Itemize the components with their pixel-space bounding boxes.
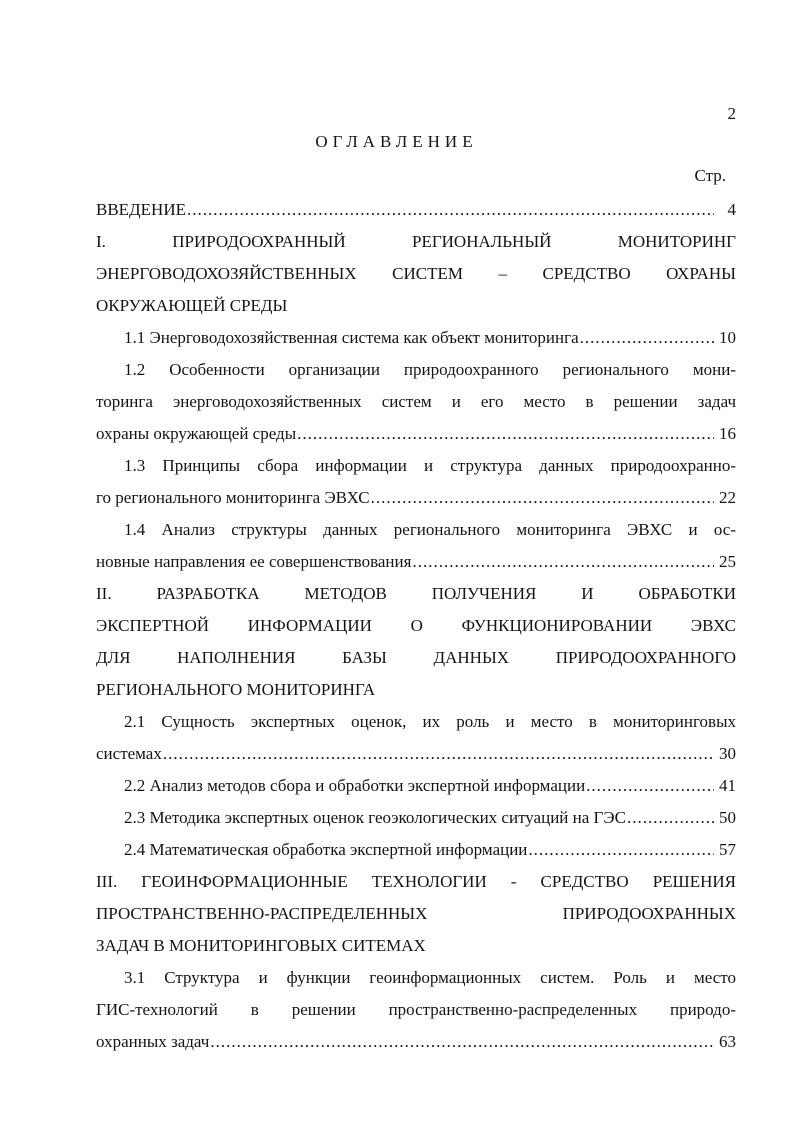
toc-leader-dots — [528, 834, 714, 866]
toc-leader-dots — [297, 418, 714, 450]
toc-chapter-line: I. ПРИРОДООХРАННЫЙ РЕГИОНАЛЬНЫЙ МОНИТОРИНГ — [96, 232, 736, 251]
toc-entry-1-3[interactable] — [96, 450, 736, 514]
toc-page-number: 57 — [719, 840, 736, 859]
toc-chapter-3[interactable] — [96, 866, 736, 962]
toc-leader-dots — [371, 482, 714, 514]
toc-entry-text: го регионального мониторинга ЭВХС — [96, 488, 370, 507]
toc-entry-text: новные направления ее совершенствования — [96, 552, 412, 571]
page-number: 2 — [727, 104, 736, 123]
page-column-label: Стр. — [694, 166, 726, 185]
toc-entry-text: охранных задач — [96, 1032, 210, 1051]
toc-leader-dots — [163, 738, 714, 770]
toc-entry-2-1[interactable] — [96, 706, 736, 770]
toc-entry-line: 1.3 Принципы сбора информации и структура данных природоохранно- — [124, 456, 736, 475]
toc-leader-dots — [627, 802, 714, 834]
toc-entry-1-4[interactable] — [96, 514, 736, 578]
toc-chapter-line: ПРОСТРАНСТВЕННО-РАСПРЕДЕЛЕННЫХ ПРИРОДООХРАННЫХ — [96, 904, 736, 923]
toc-entry-2-2[interactable] — [96, 770, 736, 802]
toc-entry-line: 1.2 Особенности организации природоохранного регионального мони- — [124, 360, 736, 379]
toc-page-number: 22 — [719, 488, 736, 507]
toc-chapter-1[interactable] — [96, 226, 736, 322]
toc-page-number: 10 — [719, 328, 736, 347]
toc-leader-dots — [210, 1026, 714, 1058]
toc-entry-2-4[interactable] — [96, 834, 736, 866]
toc-leader-dots — [187, 194, 714, 226]
toc-leader-dots — [586, 770, 714, 802]
toc-chapter-line: III. ГЕОИНФОРМАЦИОННЫЕ ТЕХНОЛОГИИ - СРЕДСТВО РЕШЕНИЯ — [96, 872, 736, 891]
toc-entry-line: 2.1 Сущность экспертных оценок, их роль и место в мониторинговых — [124, 712, 736, 731]
toc-entry-text: 2.3 Методика экспертных оценок геоэкологических ситуаций на ГЭС — [124, 808, 626, 827]
toc-leader-dots — [412, 546, 714, 578]
toc-entry-text: ВВЕДЕНИЕ — [96, 200, 186, 219]
toc-chapter-line: II. РАЗРАБОТКА МЕТОДОВ ПОЛУЧЕНИЯ И ОБРАБОТКИ — [96, 584, 736, 603]
toc-leader-dots — [580, 322, 714, 354]
table-of-contents — [96, 194, 736, 1058]
toc-chapter-line: ЭКСПЕРТНОЙ ИНФОРМАЦИИ О ФУНКЦИОНИРОВАНИИ ЭВХС — [96, 616, 736, 635]
toc-page-number: 50 — [719, 808, 736, 827]
toc-page-number: 63 — [719, 1032, 736, 1051]
toc-entry-line: торинга энерговодохозяйственных систем и его место в решении задач — [96, 392, 736, 411]
toc-entry-text: 1.1 Энерговодохозяйственная система как объект мониторинга — [124, 328, 579, 347]
toc-chapter-line: ЭНЕРГОВОДОХОЗЯЙСТВЕННЫХ СИСТЕМ – СРЕДСТВО ОХРАНЫ — [96, 264, 736, 283]
toc-chapter-line: РЕГИОНАЛЬНОГО МОНИТОРИНГА — [96, 680, 376, 699]
toc-chapter-line: ДЛЯ НАПОЛНЕНИЯ БАЗЫ ДАННЫХ ПРИРОДООХРАННОГО — [96, 648, 736, 667]
toc-chapter-line: ОКРУЖАЮЩЕЙ СРЕДЫ — [96, 296, 288, 315]
toc-entry-text: охраны окружающей среды — [96, 424, 297, 443]
toc-entry-line: 3.1 Структура и функции геоинформационных систем. Роль и место — [124, 968, 736, 987]
toc-page-number: 25 — [719, 552, 736, 571]
toc-page-number: 41 — [719, 776, 736, 795]
toc-chapter-line: ЗАДАЧ В МОНИТОРИНГОВЫХ СИТЕМАХ — [96, 936, 426, 955]
toc-title: ОГЛАВЛЕНИЕ — [315, 132, 478, 151]
toc-entry-3-1[interactable] — [96, 962, 736, 1058]
toc-entry-2-3[interactable] — [96, 802, 736, 834]
toc-entry-text: системах — [96, 744, 162, 763]
toc-chapter-2[interactable] — [96, 578, 736, 706]
toc-entry-1-2[interactable] — [96, 354, 736, 450]
toc-page-number: 4 — [727, 200, 736, 219]
toc-page-number: 30 — [719, 744, 736, 763]
toc-page-number: 16 — [719, 424, 736, 443]
toc-entry-line: ГИС-технологий в решении пространственно-распределенных природо- — [96, 1000, 736, 1019]
toc-entry-line: 1.4 Анализ структуры данных регионального мониторинга ЭВХС и ос- — [124, 520, 736, 539]
toc-entry-text: 2.4 Математическая обработка экспертной информации — [124, 840, 528, 859]
toc-entry-intro[interactable] — [96, 194, 736, 226]
toc-entry-text: 2.2 Анализ методов сбора и обработки экспертной информации — [124, 776, 586, 795]
toc-entry-1-1[interactable] — [96, 322, 736, 354]
